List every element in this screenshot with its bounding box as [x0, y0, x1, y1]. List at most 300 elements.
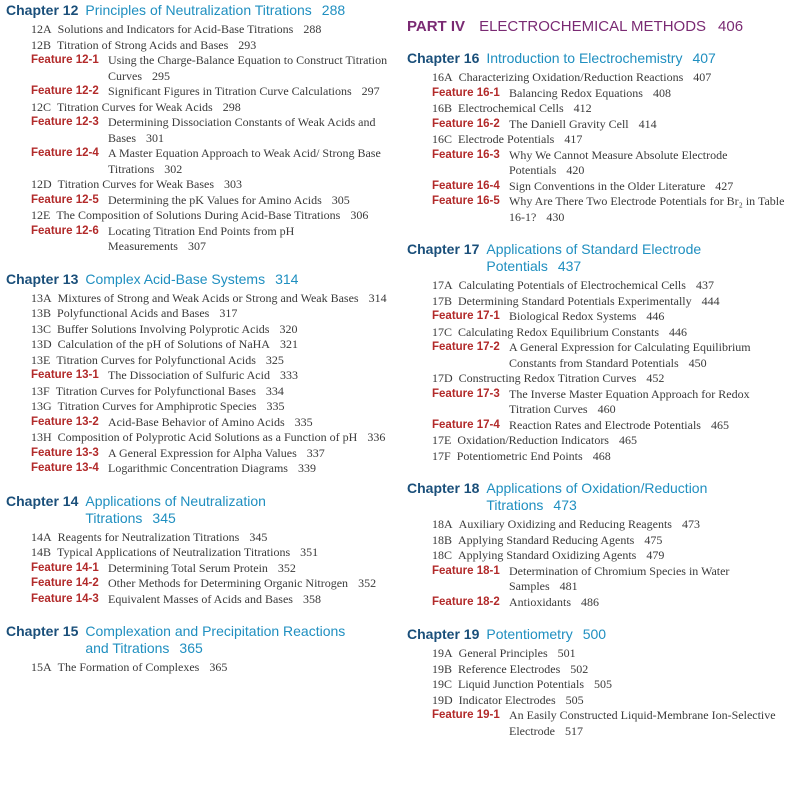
entry-title: Mixtures of Strong and Weak Acids or Strong and Weak Bases [57, 290, 359, 305]
chapter-title: Principles of Neutralization Titrations [85, 2, 312, 18]
entry-text-wrap [458, 662, 792, 678]
section-code: 17C [432, 324, 453, 339]
part-heading [407, 18, 792, 36]
entry-page: 345 [249, 529, 268, 544]
entry-title: The Inverse Master Equation Approach for Redox Titration Curves [509, 386, 750, 416]
chapter-title-line2 [486, 258, 792, 275]
right-toc [407, 50, 792, 739]
feature-entry[interactable] [6, 224, 391, 255]
chapter-page: 288 [321, 2, 346, 18]
entry-title: Titration Curves for Polyfunctional Acids [56, 352, 256, 367]
entry-title: The Composition of Solutions During Acid-Base Titrations [56, 208, 341, 222]
section-code: 18B [432, 532, 453, 547]
entry-text-wrap [108, 561, 391, 577]
section-entry[interactable] [407, 533, 792, 549]
section-entry[interactable] [407, 662, 792, 678]
chapter-label: Chapter 14 [6, 492, 79, 509]
entry-page: 460 [597, 402, 616, 416]
entry-page: 297 [361, 84, 380, 98]
entry-text-wrap [108, 368, 391, 384]
chapter-title-line2 [85, 640, 391, 657]
entry-text-wrap [57, 100, 391, 116]
feature-code: Feature 18-2 [432, 595, 500, 608]
entry-page: 295 [152, 68, 170, 83]
chapter-label: Chapter 18 [407, 480, 480, 496]
chapter-title-continued: Titrations [85, 509, 143, 526]
entry-title: Solutions and Indicators for Acid-Base Titrations [57, 22, 294, 36]
section-entry[interactable] [407, 646, 792, 662]
entry-title: Calculating Potentials of Electrochemical Cells [458, 278, 686, 292]
entry-title: Balancing Redox Equations [509, 85, 643, 100]
section-entry[interactable] [6, 177, 391, 193]
feature-code: Feature 17-1 [432, 310, 500, 322]
chapter-label: Chapter 17 [407, 241, 480, 257]
feature-code: Feature 17-2 [432, 341, 500, 353]
section-entry[interactable] [6, 399, 391, 415]
section-entry[interactable] [6, 22, 391, 38]
feature-code: Feature 16-2 [432, 117, 500, 130]
feature-entry[interactable] [6, 446, 391, 462]
section-entry[interactable] [6, 384, 391, 400]
section-entry[interactable] [6, 337, 391, 353]
entry-text-wrap [459, 371, 792, 387]
feature-code: Feature 12-2 [31, 85, 99, 97]
entry-text-wrap [459, 646, 792, 662]
entry-page: 414 [638, 116, 657, 131]
entry-text-wrap [108, 146, 391, 177]
entry-page: 302 [164, 161, 183, 176]
entry-text-wrap [509, 564, 792, 595]
entry-page: 352 [277, 560, 296, 575]
feature-entry[interactable] [407, 86, 792, 102]
entry-text-wrap [57, 545, 391, 561]
entry-page: 407 [693, 70, 712, 84]
entry-title: Determining the pK Values for Amino Acids [108, 192, 322, 207]
entry-text-wrap [56, 384, 391, 400]
chapter-label: Chapter 13 [6, 270, 79, 287]
section-entry[interactable] [407, 70, 792, 86]
section-entry[interactable] [407, 677, 792, 693]
chapter-label: Chapter 16 [407, 50, 480, 66]
chapter-heading[interactable] [407, 50, 792, 67]
entry-title: Determination of Chromium Species in Water Samples [509, 563, 730, 593]
entry-text-wrap [56, 208, 391, 224]
part-title: ELECTROCHEMICAL METHODS [479, 18, 707, 35]
section-code: 12E [31, 208, 51, 222]
entry-page: 475 [644, 532, 663, 547]
entry-page: 452 [646, 371, 665, 385]
entry-page: 412 [573, 101, 592, 115]
feature-entry[interactable] [6, 592, 391, 608]
feature-code: Feature 18-1 [432, 564, 500, 577]
entry-page: 306 [350, 208, 369, 222]
feature-entry[interactable] [407, 564, 792, 595]
left-column [6, 2, 391, 676]
section-code: 19C [432, 677, 453, 691]
entry-page: 408 [652, 85, 671, 100]
feature-entry[interactable] [407, 387, 792, 418]
feature-entry[interactable] [407, 595, 792, 611]
feature-entry[interactable] [6, 53, 391, 84]
section-code: 19A [432, 646, 453, 660]
entry-text-wrap [459, 517, 792, 533]
entry-page: 339 [297, 461, 316, 475]
chapter-heading[interactable] [407, 241, 792, 275]
entry-page: 334 [265, 383, 284, 398]
chapter-page: 314 [275, 270, 299, 287]
feature-entry[interactable] [407, 708, 792, 739]
entry-title: Reagents for Neutralization Titrations [57, 529, 240, 544]
left-toc [6, 2, 391, 676]
entry-text-wrap [509, 117, 792, 133]
entry-title: Titration Curves for Weak Acids [57, 99, 213, 114]
chapter-title: Applications of Neutralization [85, 492, 266, 509]
feature-entry[interactable] [407, 418, 792, 434]
entry-text-wrap [58, 22, 391, 38]
entry-text-wrap [57, 306, 391, 322]
entry-page: 446 [669, 324, 687, 339]
section-code: 13C [31, 321, 52, 336]
entry-title: The Formation of Complexes [57, 660, 200, 674]
entry-title: Auxiliary Oxidizing and Reducing Reagents [458, 517, 672, 531]
section-entry[interactable] [407, 278, 792, 294]
entry-text-wrap [459, 70, 792, 86]
entry-text-wrap [57, 38, 391, 54]
section-code: 13G [31, 399, 52, 413]
entry-text-wrap [509, 708, 792, 739]
feature-code: Feature 12-4 [31, 147, 99, 159]
entry-title: Determining Total Serum Protein [108, 560, 268, 575]
entry-title: Liquid Junction Potentials [458, 677, 585, 691]
entry-text-wrap [56, 353, 391, 369]
entry-title: The Daniell Gravity Cell [509, 116, 629, 131]
entry-title: Oxidation/Reduction Indicators [457, 433, 609, 447]
section-entry[interactable] [6, 291, 391, 307]
entry-text-wrap [509, 148, 792, 179]
entry-text-wrap [58, 399, 391, 415]
entry-page: 473 [681, 517, 700, 531]
feature-code: Feature 16-3 [432, 148, 500, 161]
entry-page: 450 [688, 355, 707, 370]
feature-entry[interactable] [6, 368, 391, 384]
entry-title: Calculating Redox Equilibrium Constants [458, 324, 659, 339]
entry-page: 505 [565, 692, 584, 707]
entry-page: 307 [187, 239, 206, 253]
section-code: 13H [31, 430, 52, 444]
entry-page: 365 [209, 660, 228, 674]
entry-title: Antioxidants [509, 594, 571, 609]
section-entry[interactable] [407, 132, 792, 148]
entry-title: An Easily Constructed Liquid-Membrane Ion-Selective Electrode [509, 708, 776, 738]
entry-title: Biological Redox Systems [509, 309, 637, 323]
feature-entry[interactable] [407, 148, 792, 179]
entry-title: Applying Standard Oxidizing Agents [458, 548, 637, 562]
chapter-title-wrap [85, 2, 391, 19]
entry-text-wrap [108, 84, 391, 100]
feature-entry[interactable] [6, 193, 391, 209]
chapter-title-line2 [85, 510, 391, 527]
feature-code: Feature 13-1 [31, 369, 99, 381]
feature-entry[interactable] [6, 146, 391, 177]
feature-code: Feature 14-3 [31, 592, 99, 605]
entry-page: 288 [303, 22, 322, 36]
entry-page: 317 [219, 306, 238, 320]
entry-text-wrap [458, 132, 792, 148]
entry-page: 479 [646, 548, 665, 562]
section-entry[interactable] [407, 294, 792, 310]
feature-code: Feature 13-3 [31, 446, 99, 459]
feature-code: Feature 13-2 [31, 415, 99, 428]
section-code: 17E [432, 433, 452, 447]
chapter-title-line2 [486, 497, 792, 514]
section-code: 17A [432, 278, 453, 292]
chapter-title-continued: Titrations [486, 497, 544, 513]
feature-code: Feature 12-5 [31, 193, 99, 206]
chapter-title: Complexation and Precipitation Reactions [85, 623, 346, 639]
chapter-title-wrap [486, 480, 792, 514]
section-code: 13F [31, 383, 50, 398]
chapter-title-wrap [486, 626, 792, 643]
entry-page: 320 [279, 321, 298, 336]
section-entry[interactable] [6, 430, 391, 446]
section-entry[interactable] [6, 208, 391, 224]
chapter-page: 407 [692, 50, 716, 66]
entry-page: 314 [368, 290, 387, 305]
feature-code: Feature 17-3 [432, 387, 500, 400]
chapter-heading[interactable] [6, 2, 391, 19]
entry-text-wrap [458, 677, 792, 693]
entry-text-wrap [108, 415, 391, 431]
entry-text-wrap [57, 322, 391, 338]
entry-page: 437 [695, 278, 714, 292]
part-page: 406 [718, 18, 744, 35]
entry-page: 444 [701, 293, 720, 308]
section-entry[interactable] [407, 517, 792, 533]
entry-text-wrap [108, 461, 391, 477]
chapter-label: Chapter 19 [407, 626, 480, 642]
entry-title: Equivalent Masses of Acids and Bases [108, 591, 293, 606]
entry-text-wrap [459, 278, 792, 294]
entry-title: General Principles [458, 646, 548, 660]
section-code: 15A [31, 660, 52, 674]
entry-title: Polyfunctional Acids and Bases [57, 306, 210, 320]
entry-text-wrap [108, 592, 391, 608]
chapter-heading[interactable] [407, 480, 792, 514]
entry-page: 468 [592, 448, 611, 463]
entry-text-wrap [458, 101, 792, 117]
chapter-page: 365 [179, 640, 203, 656]
entry-text-wrap [458, 294, 792, 310]
entry-text-wrap [108, 115, 391, 146]
entry-page: 305 [331, 192, 350, 207]
section-code: 17F [432, 448, 451, 463]
entry-page: 481 [559, 579, 578, 593]
entry-page: 420 [566, 163, 585, 177]
feature-entry[interactable] [6, 461, 391, 477]
feature-code: Feature 16-4 [432, 179, 500, 192]
chapter-title: Applications of Standard Electrode [486, 241, 702, 257]
chapter-title-wrap [85, 623, 391, 657]
chapter-label: Chapter 12 [6, 2, 79, 18]
feature-entry[interactable] [6, 84, 391, 100]
entry-title: Other Methods for Determining Organic Nitrogen [108, 576, 349, 590]
feature-entry[interactable] [6, 115, 391, 146]
chapter-title: Introduction to Electrochemistry [486, 50, 683, 66]
section-entry[interactable] [407, 101, 792, 117]
entry-text-wrap [509, 387, 792, 418]
section-code: 14B [31, 545, 52, 559]
entry-title: A General Expression for Calculating Equilibrium Constants from Standard Potentials [509, 340, 751, 370]
section-entry[interactable] [407, 325, 792, 341]
feature-entry[interactable] [6, 561, 391, 577]
section-entry[interactable] [407, 433, 792, 449]
entry-page: 505 [594, 677, 613, 691]
entry-title: Logarithmic Concentration Diagrams [108, 461, 288, 475]
entry-title: Titration Curves for Polyfunctional Bases [55, 383, 256, 398]
section-code: 13A [31, 290, 52, 305]
section-entry[interactable] [6, 530, 391, 546]
entry-text-wrap [108, 53, 391, 84]
feature-entry[interactable] [407, 340, 792, 371]
entry-page: 321 [279, 337, 298, 351]
entry-title: Using the Charge-Balance Equation to Construct Titration Curves [108, 53, 388, 83]
entry-title: Electrochemical Cells [458, 101, 564, 115]
section-code: 12C [31, 99, 52, 114]
entry-text-wrap [58, 430, 391, 446]
entry-title: Applying Standard Reducing Agents [458, 532, 635, 547]
section-entry[interactable] [407, 548, 792, 564]
feature-entry[interactable] [6, 576, 391, 592]
entry-page: 325 [265, 352, 284, 367]
entry-page: 465 [710, 417, 729, 432]
entry-title: Constructing Redox Titration Curves [458, 371, 637, 385]
entry-page: 335 [266, 399, 285, 413]
section-code: 18C [432, 548, 453, 562]
entry-title: Locating Titration End Points from pH Measurements [108, 223, 295, 253]
feature-entry[interactable] [407, 194, 792, 225]
section-code: 17D [432, 371, 453, 385]
feature-code: Feature 12-1 [31, 54, 99, 66]
entry-page: 352 [358, 576, 377, 590]
section-entry[interactable] [6, 38, 391, 54]
section-code: 13D [31, 337, 52, 351]
entry-text-wrap [458, 533, 792, 549]
entry-title: Acid-Base Behavior of Amino Acids [108, 414, 285, 429]
entry-page: 502 [570, 661, 589, 676]
chapter-heading[interactable] [6, 623, 391, 657]
feature-entry[interactable] [6, 415, 391, 431]
chapter-page: 500 [582, 626, 607, 642]
entry-text-wrap [509, 340, 792, 371]
entry-text-wrap [457, 449, 792, 465]
chapter-heading[interactable] [6, 271, 391, 288]
entry-text-wrap [509, 418, 792, 434]
entry-title: Titration of Strong Acids and Bases [57, 37, 229, 52]
entry-page: 298 [222, 99, 241, 114]
section-entry[interactable] [6, 660, 391, 676]
entry-text-wrap [58, 660, 391, 676]
entry-page: 430 [546, 209, 565, 224]
entry-title: Composition of Polyprotic Acid Solutions as a Function of pH [57, 430, 358, 444]
chapter-heading[interactable] [407, 626, 792, 643]
section-code: 16A [432, 70, 453, 84]
chapter-title: Potentiometry [486, 626, 573, 642]
chapter-heading[interactable] [6, 493, 391, 527]
section-entry[interactable] [6, 353, 391, 369]
section-code: 16B [432, 101, 453, 115]
entry-text-wrap [108, 193, 391, 209]
chapter-title-wrap [85, 493, 391, 527]
chapter-title: Applications of Oxidation/Reduction [486, 480, 708, 496]
chapter-title: Complex Acid-Base Systems [85, 270, 266, 287]
entry-title: Reference Electrodes [458, 661, 561, 676]
section-entry[interactable] [6, 545, 391, 561]
feature-code: Feature 17-4 [432, 418, 500, 431]
entry-title: Potentiometric End Points [456, 448, 583, 463]
entry-text-wrap [457, 433, 792, 449]
entry-page: 358 [302, 591, 321, 606]
entry-page: 465 [618, 433, 637, 447]
entry-text-wrap [509, 595, 792, 611]
entry-page: 486 [581, 594, 599, 609]
feature-entry[interactable] [407, 117, 792, 133]
section-code: 19D [432, 692, 453, 707]
right-column [407, 18, 792, 739]
entry-title: Electrode Potentials [458, 132, 555, 146]
entry-title: The Dissociation of Sulfuric Acid [108, 368, 270, 382]
entry-text-wrap [58, 177, 391, 193]
section-entry[interactable] [6, 322, 391, 338]
entry-page: 337 [306, 445, 325, 460]
entry-page: 293 [238, 37, 257, 52]
section-code: 16C [432, 132, 453, 146]
chapter-title-continued: Potentials [486, 258, 548, 274]
section-entry[interactable] [407, 371, 792, 387]
section-code: 17B [432, 293, 453, 308]
entry-page: 333 [279, 368, 298, 382]
feature-entry[interactable] [407, 179, 792, 195]
section-code: 14A [31, 529, 52, 544]
entry-text-wrap [458, 548, 792, 564]
chapter-title-wrap [486, 50, 792, 67]
section-code: 13B [31, 306, 52, 320]
entry-title: Titration Curves for Amphiprotic Species [57, 399, 257, 413]
entry-title: Calculation of the pH of Solutions of NaHA [57, 337, 270, 351]
feature-entry[interactable] [407, 309, 792, 325]
entry-page: 517 [564, 723, 583, 738]
section-entry[interactable] [6, 100, 391, 116]
entry-text-wrap [509, 194, 792, 225]
feature-code: Feature 14-2 [31, 577, 99, 589]
chapter-page: 345 [152, 509, 176, 526]
section-code: 18A [432, 517, 453, 531]
entry-title: Reaction Rates and Electrode Potentials [509, 417, 701, 432]
chapter-title-continued: and Titrations [85, 640, 170, 656]
chapter-page: 437 [557, 258, 582, 274]
section-entry[interactable] [6, 306, 391, 322]
part-label: PART IV [407, 18, 466, 35]
entry-title: Determining Dissociation Constants of Weak Acids and Bases [108, 115, 376, 145]
section-entry[interactable] [407, 449, 792, 465]
section-code: 19B [432, 661, 453, 676]
entry-page: 336 [367, 430, 386, 444]
entry-page: 417 [564, 132, 583, 146]
entry-title: Buffer Solutions Involving Polyprotic Acids [57, 321, 270, 336]
entry-title: Why Are There Two Electrode Potentials for Br₂ in Table 16-1? [509, 194, 785, 224]
entry-text-wrap [458, 325, 792, 341]
entry-page: 303 [224, 177, 243, 191]
section-entry[interactable] [407, 693, 792, 709]
